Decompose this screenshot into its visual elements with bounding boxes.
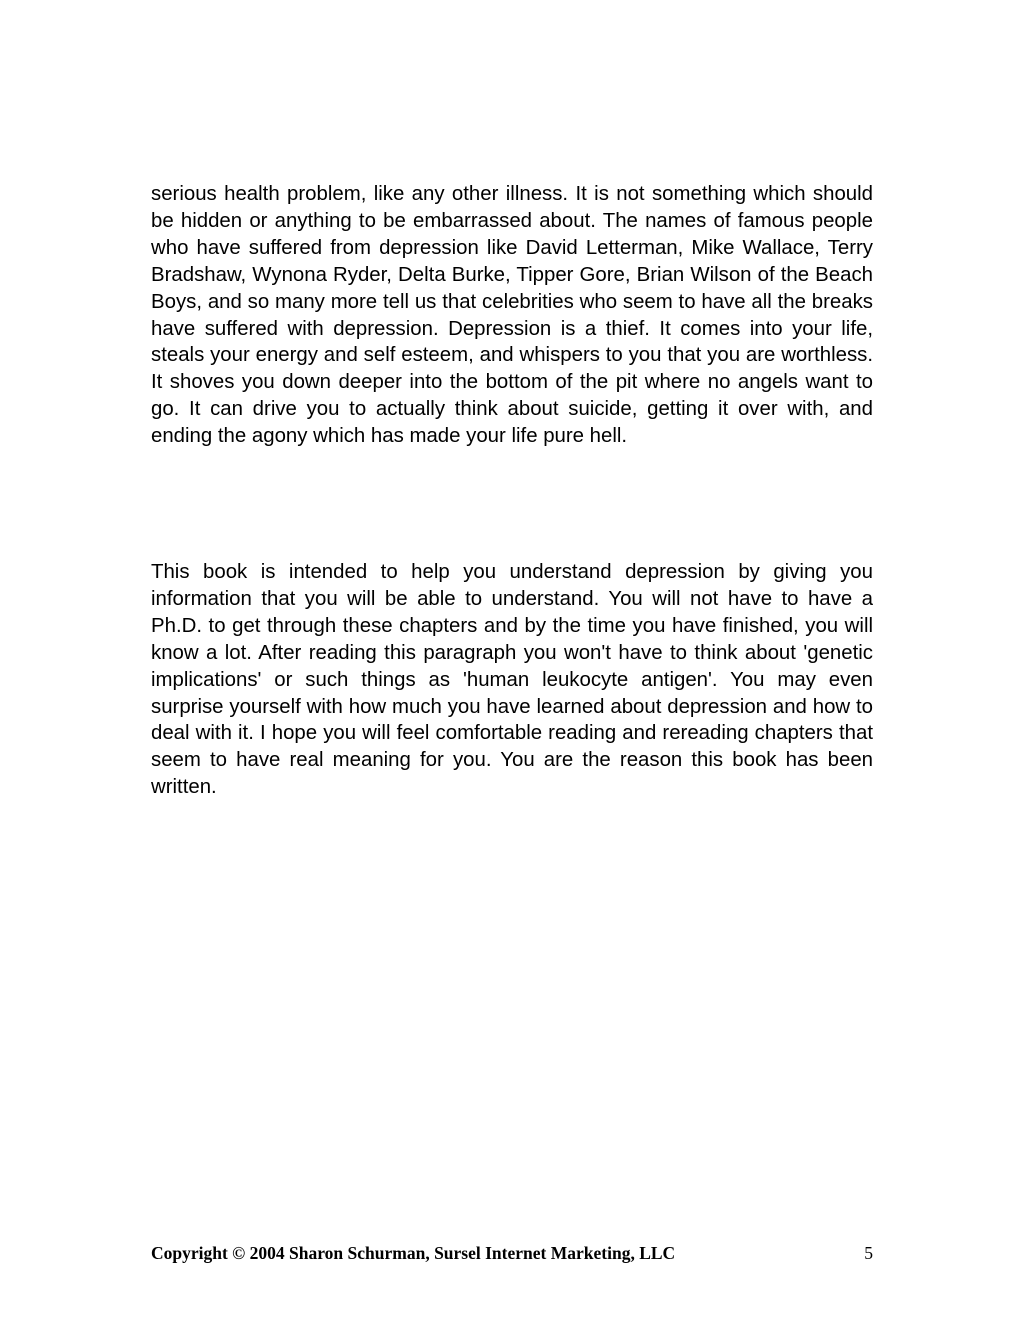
footer-copyright: Copyright © 2004 Sharon Schurman, Sursel Internet Marketing, LLC	[151, 1243, 676, 1263]
body-paragraph-1: serious health problem, like any other illness. It is not something which should be hidden or anything to be embarrassed about. The names of famous people who have suffered from depression like David Letterman, Mike Wallace, Terry Bradshaw, Wynona Ryder, Delta Burke, Tipper Gore, Brian Wilson of the Beach Boys, and so many more tell us that celebrities who seem to have all the breaks have suffered with depression. Depression is a thief. It comes into your life, steals your energy and self esteem, and whispers to you that you are worthless. It shoves you down deeper into the bottom of the pit where no angels want to go. It can drive you to actually think about suicide, getting it over with, and ending the agony which has made your life pure hell.	[151, 183, 873, 448]
body-paragraph-2: This book is intended to help you understand depression by giving you information that you will be able to understand. You will not have to have a Ph.D. to get through these chapters and by the time you have finished, you will know a lot. After reading this paragraph you won't have to think about 'genetic implications' or such things as 'human leukocyte antigen'. You may even surprise yourself with how much you have learned about depression and how to deal with it. I hope you will feel comfortable reading and rereading chapters that seem to have real meaning for you. You are the reason this book has been written.	[151, 561, 873, 799]
page-number: 5	[864, 1243, 873, 1263]
